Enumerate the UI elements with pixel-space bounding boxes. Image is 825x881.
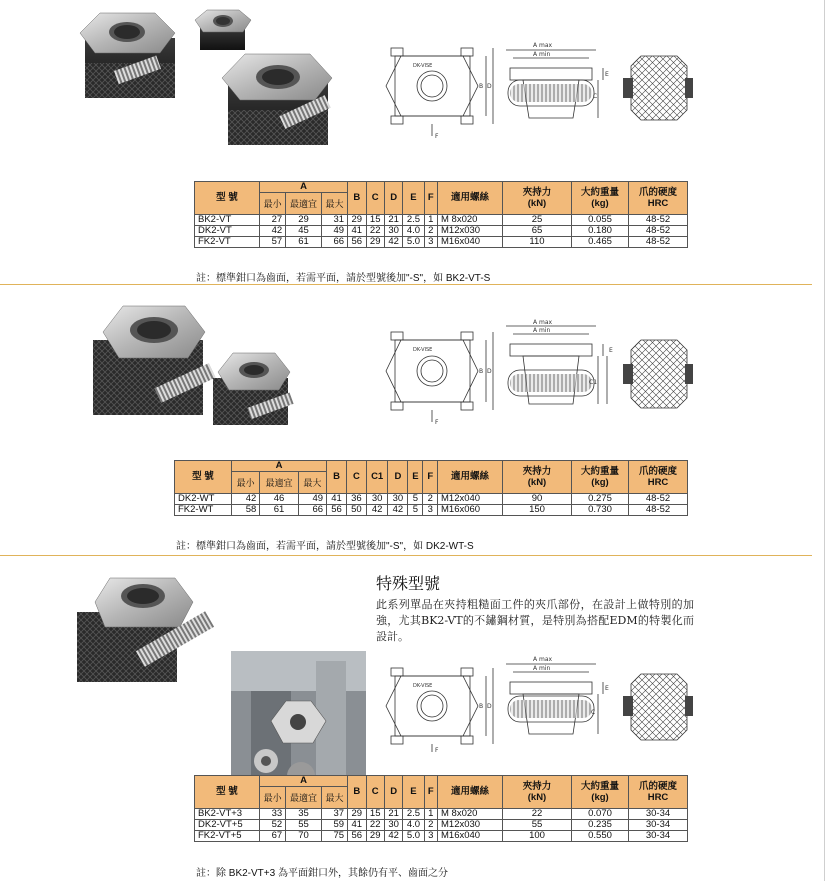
cell-amin: 58 (232, 505, 260, 516)
cell-model: FK2-VT (195, 237, 260, 248)
cell-force: 150 (503, 505, 572, 516)
cell-amax: 49 (298, 494, 326, 505)
section2-spec-table (174, 460, 688, 516)
cell-amax: 31 (321, 215, 347, 226)
cell-d: 21 (384, 215, 402, 226)
col-c-header: C (346, 461, 366, 494)
cell-d: 30 (384, 226, 402, 237)
cell-e: 5 (408, 494, 423, 505)
cell-aopt: 29 (286, 215, 322, 226)
dim-amax-label: A max (533, 319, 553, 326)
col-weight-header: 大約重量 (kg) (572, 776, 629, 809)
col-hardness-header: 爪的硬度 HRC (629, 776, 688, 809)
cell-aopt: 55 (286, 820, 322, 831)
col-amin-header: 最小 (260, 193, 286, 215)
cell-amax: 59 (321, 820, 347, 831)
cell-weight: 0.235 (572, 820, 629, 831)
cell-f: 2 (424, 820, 437, 831)
cell-hrc: 48-52 (629, 505, 688, 516)
cell-weight: 0.275 (572, 494, 629, 505)
cell-e: 5.0 (403, 237, 424, 248)
col-weight-header: 大約重量 (kg) (572, 182, 629, 215)
col-amin-header: 最小 (232, 472, 260, 494)
cell-c: 22 (366, 226, 384, 237)
col-force-header: 夾持力 (kN) (503, 461, 572, 494)
drawing-brand-label: DK-VISE (413, 63, 433, 69)
cell-force: 90 (503, 494, 572, 505)
cell-amax: 49 (321, 226, 347, 237)
section3-note: 註：除 BK2-VT+3 為平面鉗口外，其餘仍有平、齒面之分 (196, 868, 448, 879)
cell-aopt: 61 (260, 505, 298, 516)
dim-c-label: C (591, 709, 596, 716)
section3-title: 特殊型號 (376, 574, 441, 593)
col-c-header: C (366, 182, 384, 215)
col-force-header: 夾持力 (kN) (503, 776, 572, 809)
col-e-header: E (408, 461, 423, 494)
cell-b: 41 (327, 494, 347, 505)
col-hardness-header: 爪的硬度 HRC (629, 461, 688, 494)
cell-b: 56 (348, 237, 366, 248)
col-force-header: 夾持力 (kN) (503, 182, 572, 215)
cell-aopt: 46 (260, 494, 298, 505)
dim-c1-label: C1 (589, 379, 598, 386)
dim-d-label: D (487, 83, 492, 90)
cell-amin: 52 (260, 820, 286, 831)
col-e-header: E (403, 182, 424, 215)
col-screw-header: 適用螺絲 (438, 461, 503, 494)
cell-model: BK2-VT (195, 215, 260, 226)
col-a-header: A (260, 182, 348, 193)
section1-spec-table (194, 181, 688, 248)
col-amax-header: 最大 (298, 472, 326, 494)
cell-c: 29 (366, 237, 384, 248)
table-row (195, 215, 688, 226)
dim-e-label: E (609, 347, 613, 354)
cell-e: 2.5 (403, 215, 424, 226)
cell-f: 2 (423, 494, 438, 505)
cell-hrc: 48-52 (629, 215, 688, 226)
dim-f-label: F (435, 747, 439, 754)
cell-e: 4.0 (403, 226, 424, 237)
col-f-header: F (424, 182, 437, 215)
cell-force: 22 (503, 809, 572, 820)
cell-weight: 0.465 (572, 237, 629, 248)
cell-c: 15 (366, 215, 384, 226)
col-aopt-header: 最適宜 (286, 193, 322, 215)
section1-note: 註：標準鉗口為齒面，若需平面，請於型號後加"-S"，如 BK2-VT-S (196, 273, 491, 284)
dim-amax-label: A max (533, 656, 553, 663)
col-amin-header: 最小 (260, 787, 286, 809)
dim-amax-label: A max (533, 42, 553, 49)
col-d-header: D (388, 461, 408, 494)
cell-screw: M16x040 (438, 237, 503, 248)
cell-d: 42 (384, 831, 402, 842)
cell-b: 56 (327, 505, 347, 516)
col-f-header: F (423, 461, 438, 494)
section3-description: 此系列單品在夾持粗糙面工件的夾爪部份，在設計上做特別的加強，尤其BK2-VT的不鏽鋼材質，是特別為搭配EDM的特製化而設計。 (376, 598, 694, 643)
col-aopt-header: 最適宜 (260, 472, 298, 494)
cell-screw: M12x040 (438, 494, 503, 505)
cell-force: 25 (503, 215, 572, 226)
col-b-header: B (348, 182, 366, 215)
cell-aopt: 45 (286, 226, 322, 237)
col-b-header: B (348, 776, 366, 809)
section1-technical-drawing (383, 38, 693, 140)
cell-aopt: 35 (286, 809, 322, 820)
cell-weight: 0.180 (572, 226, 629, 237)
section-divider-2 (0, 555, 812, 556)
cell-c: 36 (346, 494, 366, 505)
col-screw-header: 適用螺絲 (438, 776, 503, 809)
cell-screw: M12x030 (438, 226, 503, 237)
cell-hrc: 30-34 (629, 809, 688, 820)
dim-b-label: B (479, 703, 484, 710)
table-row (195, 809, 688, 820)
col-weight-header: 大約重量 (kg) (572, 461, 629, 494)
cell-amax: 37 (321, 809, 347, 820)
cell-hrc: 30-34 (629, 820, 688, 831)
table-row (195, 820, 688, 831)
col-c1-header: C1 (366, 461, 388, 494)
cell-b: 29 (348, 809, 366, 820)
col-b-header: B (327, 461, 347, 494)
dim-f-label: F (435, 133, 439, 140)
cell-e: 5 (408, 505, 423, 516)
cell-f: 3 (424, 237, 437, 248)
cell-d: 21 (384, 809, 402, 820)
cell-f: 2 (424, 226, 437, 237)
col-hardness-header: 爪的硬度 HRC (629, 182, 688, 215)
cell-screw: M 8x020 (438, 809, 503, 820)
table-row (175, 494, 688, 505)
cell-b: 41 (348, 226, 366, 237)
cell-f: 1 (424, 215, 437, 226)
dim-b-label: B (479, 83, 484, 90)
cell-hrc: 48-52 (629, 494, 688, 505)
dim-e-label: E (605, 685, 609, 692)
cell-aopt: 70 (286, 831, 322, 842)
dim-f-label: F (435, 419, 439, 426)
section1-product-photo (75, 8, 345, 148)
cell-b: 29 (348, 215, 366, 226)
col-amax-header: 最大 (321, 787, 347, 809)
cell-weight: 0.055 (572, 215, 629, 226)
cell-amin: 42 (260, 226, 286, 237)
col-a-header: A (260, 776, 348, 787)
cell-model: FK2-WT (175, 505, 232, 516)
table-row (195, 237, 688, 248)
col-a-header: A (232, 461, 327, 472)
cell-amin: 42 (232, 494, 260, 505)
section2-note: 註：標準鉗口為齒面，若需平面，請於型號後加"-S"，如 DK2-WT-S (176, 541, 474, 552)
cell-c1: 30 (366, 494, 388, 505)
cell-e: 2.5 (403, 809, 424, 820)
cell-c: 22 (366, 820, 384, 831)
cell-screw: M16x060 (438, 505, 503, 516)
cell-e: 5.0 (403, 831, 424, 842)
dim-amin-label: A min (533, 665, 551, 672)
section2-technical-drawing (383, 318, 693, 426)
dim-amin-label: A min (533, 327, 551, 334)
cell-hrc: 48-52 (629, 226, 688, 237)
section3-technical-drawing (383, 652, 693, 754)
cell-d: 42 (384, 237, 402, 248)
cell-amax: 75 (321, 831, 347, 842)
cell-c: 29 (366, 831, 384, 842)
cell-weight: 0.550 (572, 831, 629, 842)
section3-product-photo (75, 572, 230, 687)
cell-amax: 66 (321, 237, 347, 248)
dim-c-label: C (593, 93, 598, 100)
cell-amin: 33 (260, 809, 286, 820)
dim-e-label: E (605, 71, 609, 78)
col-aopt-header: 最適宜 (286, 787, 322, 809)
cell-force: 110 (503, 237, 572, 248)
cell-f: 3 (423, 505, 438, 516)
dim-d-label: D (487, 368, 492, 375)
col-f-header: F (424, 776, 437, 809)
cell-weight: 0.730 (572, 505, 629, 516)
cell-f: 3 (424, 831, 437, 842)
col-screw-header: 適用螺絲 (438, 182, 503, 215)
cell-hrc: 30-34 (629, 831, 688, 842)
cell-d: 30 (384, 820, 402, 831)
cell-b: 41 (348, 820, 366, 831)
cell-force: 100 (503, 831, 572, 842)
col-model-header: 型 號 (175, 461, 232, 494)
cell-e: 4.0 (403, 820, 424, 831)
cell-hrc: 48-52 (629, 237, 688, 248)
cell-screw: M 8x020 (438, 215, 503, 226)
cell-screw: M12x030 (438, 820, 503, 831)
cell-force: 55 (503, 820, 572, 831)
cell-force: 65 (503, 226, 572, 237)
cell-aopt: 61 (286, 237, 322, 248)
cell-screw: M16x040 (438, 831, 503, 842)
cell-model: BK2-VT+3 (195, 809, 260, 820)
cell-d: 42 (388, 505, 408, 516)
cell-model: DK2-VT+5 (195, 820, 260, 831)
col-c-header: C (366, 776, 384, 809)
section3-spec-table (194, 775, 688, 842)
cell-amin: 27 (260, 215, 286, 226)
col-e-header: E (403, 776, 424, 809)
drawing-brand-label: DK-VISE (413, 347, 433, 353)
cell-model: FK2-VT+5 (195, 831, 260, 842)
cell-c1: 42 (366, 505, 388, 516)
col-d-header: D (384, 776, 402, 809)
col-amax-header: 最大 (321, 193, 347, 215)
col-model-header: 型 號 (195, 182, 260, 215)
section-divider-1 (0, 284, 812, 285)
cell-c: 15 (366, 809, 384, 820)
drawing-brand-label: DK-VISE (413, 683, 433, 689)
section2-product-photo (88, 295, 313, 425)
cell-c: 50 (346, 505, 366, 516)
table-row (195, 831, 688, 842)
cell-model: DK2-WT (175, 494, 232, 505)
cell-b: 56 (348, 831, 366, 842)
col-d-header: D (384, 182, 402, 215)
cell-f: 1 (424, 809, 437, 820)
table-row (175, 505, 688, 516)
cell-amin: 67 (260, 831, 286, 842)
cell-d: 30 (388, 494, 408, 505)
cell-model: DK2-VT (195, 226, 260, 237)
col-model-header: 型 號 (195, 776, 260, 809)
cell-amax: 66 (298, 505, 326, 516)
cell-amin: 57 (260, 237, 286, 248)
dim-amin-label: A min (533, 51, 551, 58)
table-row (195, 226, 688, 237)
cell-weight: 0.070 (572, 809, 629, 820)
dim-d-label: D (487, 703, 492, 710)
dim-b-label: B (479, 368, 484, 375)
